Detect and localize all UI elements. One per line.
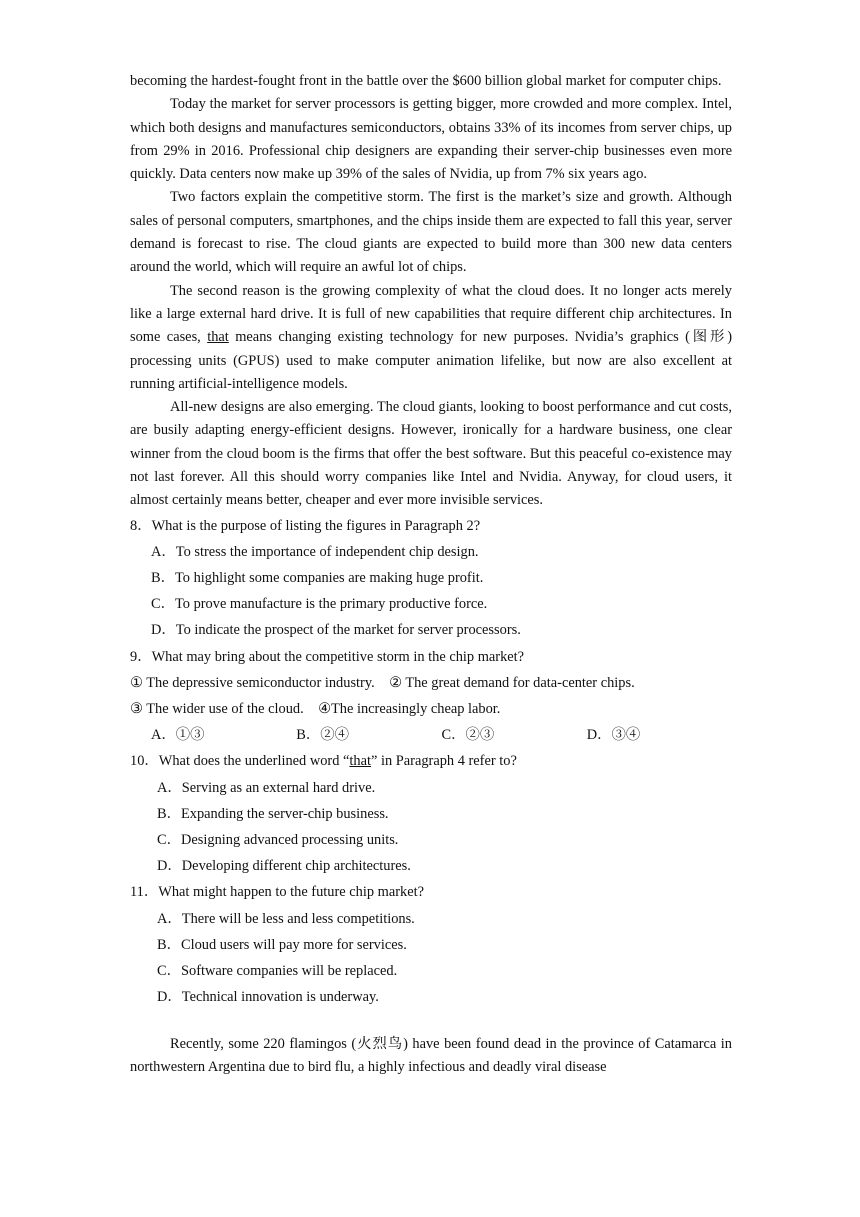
question-11 — [130, 879, 732, 1010]
paragraph-4-text-a: The second reason is the growing complexity of what the cloud does. It no longer acts merely like a large external hard drive. It is full of new capabilities that require different chip architectures. In some cases, — [130, 282, 732, 346]
question-10-option-a: A．Serving as an external hard drive. — [157, 779, 376, 796]
question-11-option-c: C．Software companies will be replaced. — [157, 963, 398, 980]
question-10-option-d: D．Developing different chip architectures. — [157, 858, 411, 875]
paragraph-4-text-b: means changing existing technology for new purposes. Nvidia’s graphics (图形) processing units (GPUS) used to make computer animation lifelike, but now are also excellent at running artificial-intelligence models. — [130, 329, 732, 392]
question-10-stem-b: ” in Paragraph 4 refer to? — [371, 753, 517, 770]
question-10 — [130, 748, 732, 879]
question-8-option-c: C．To prove manufacture is the primary productive force. — [151, 596, 488, 613]
question-9-option-c: C．②③ — [441, 727, 495, 744]
question-10-option-c: C．Designing advanced processing units. — [157, 832, 399, 849]
question-11-option-a: A．There will be less and less competitions. — [157, 910, 415, 927]
question-9-option-b: B．②④ — [296, 727, 350, 744]
question-9-choices-line-2: ③ The wider use of the cloud. ④The increasingly cheap labor. — [130, 701, 501, 718]
question-8-option-a: A．To stress the importance of independent chip design. — [151, 543, 479, 560]
question-10-stem — [130, 748, 732, 774]
underlined-word-that: that — [207, 329, 229, 346]
question-9-option-d: D．③④ — [586, 727, 641, 744]
question-11-stem: 11．What might happen to the future chip market? — [130, 884, 424, 901]
question-9 — [130, 644, 732, 749]
question-8-option-b: B．To highlight some companies are making huge profit. — [151, 570, 484, 587]
document-page — [130, 70, 732, 1079]
question-8-stem: 8．What is the purpose of listing the figures in Paragraph 2? — [130, 517, 481, 534]
next-passage-paragraph-1: Recently, some 220 flamingos (火烈鸟) have been found dead in the province of Catamarca in northwestern Argentina due to bird flu, a highly infectious and deadly viral disease — [130, 1035, 732, 1075]
question-9-choices-line-1: ① The depressive semiconductor industry. ② The great demand for data-center chips. — [130, 674, 635, 691]
passage-paragraph-2: Today the market for server processors is getting bigger, more crowded and more complex. Intel, which both designs and manufactures semiconductors, obtains 33% of its incomes from server chips, up from 29% in 2016. Professional chip designers are expanding their server-chip businesses even more quickly. Data centers now make up 39% of the sales of Nvidia, up from 7% six years ago. — [130, 96, 732, 183]
passage-paragraph-4 — [130, 280, 732, 396]
question-8-option-d: D．To indicate the prospect of the market for server processors. — [151, 622, 521, 639]
passage-paragraph-3: Two factors explain the competitive storm. The first is the market’s size and growth. Although sales of personal computers, smartphones, and the chips inside them are expected to fall this year, server demand is forecast to rise. The cloud giants are expected to build more than 300 new data centers around the world, which will require an awful lot of chips. — [130, 189, 732, 276]
question-9-option-a: A．①③ — [151, 727, 205, 744]
section-spacer — [130, 1011, 732, 1033]
question-11-option-d: D．Technical innovation is underway. — [157, 989, 379, 1006]
question-11-option-b: B．Cloud users will pay more for services. — [157, 936, 407, 953]
question-10-option-b: B．Expanding the server-chip business. — [157, 805, 389, 822]
question-9-stem: 9．What may bring about the competitive storm in the chip market? — [130, 648, 525, 665]
question-10-underlined-word: that — [349, 753, 371, 770]
passage-paragraph-5: All-new designs are also emerging. The cloud giants, looking to boost performance and cut costs, are busily adapting energy-efficient designs. However, ironically for a hardware business, one clear winner from the cloud boom is the firms that offer the best software. But this peaceful co-existence may not last forever. All this should worry companies like Intel and Nvidia. Anyway, for cloud users, it almost certainly means better, cheaper and ever more invisible services. — [130, 399, 732, 509]
question-8 — [130, 513, 732, 644]
question-9-options — [130, 722, 732, 748]
question-10-stem-a: 10．What does the underlined word “ — [130, 753, 350, 770]
passage-paragraph-1: becoming the hardest-fought front in the battle over the $600 billion global market for computer chips. — [130, 73, 722, 89]
